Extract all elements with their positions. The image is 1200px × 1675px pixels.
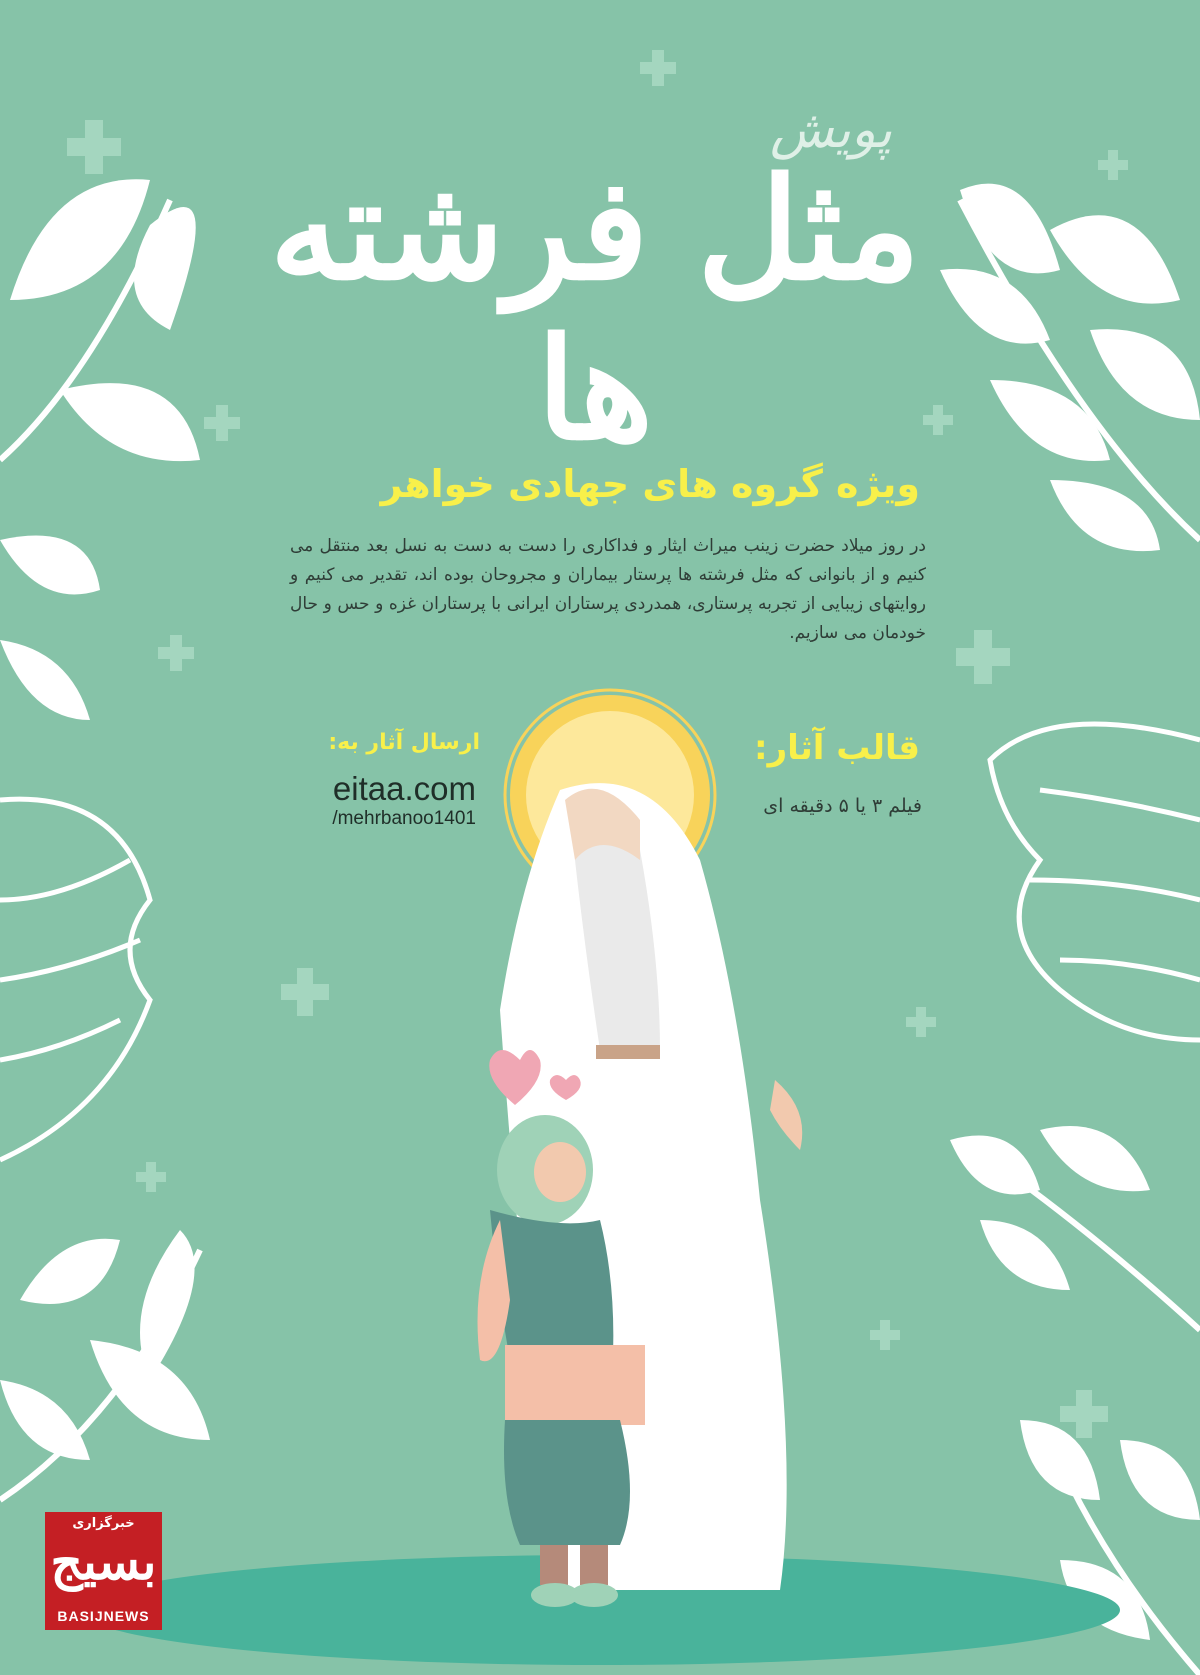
- right-leaf-branch: [940, 184, 1200, 552]
- logo-small-text: خبرگزاری: [72, 1516, 135, 1531]
- plus-icon: [281, 968, 329, 1016]
- poster-subtitle: ویژه گروه های جهادی خواهر: [380, 462, 920, 506]
- left-outline-leaf: [0, 799, 150, 1160]
- plus-icon: [158, 635, 194, 671]
- left-bottom-leaves: [0, 1230, 210, 1500]
- plus-icon: [870, 1320, 900, 1350]
- plus-icon: [640, 50, 676, 86]
- format-value: فیلم ۳ یا ۵ دقیقه ای: [763, 795, 922, 817]
- basij-news-logo: [45, 1512, 162, 1630]
- submission-path: /mehrbanoo1401: [332, 808, 476, 829]
- submission-domain: eitaa.com: [332, 770, 476, 807]
- plus-icon: [906, 1007, 936, 1037]
- plus-icon: [1060, 1390, 1108, 1438]
- format-label: قالب آثار:: [754, 728, 920, 768]
- plus-icon: [1098, 150, 1128, 180]
- submission-label: ارسال آثار به:: [328, 730, 480, 755]
- logo-main-text: بسیج: [50, 1532, 157, 1591]
- campaign-label: پویش: [770, 100, 893, 160]
- logo-english-text: BASIJNEWS: [57, 1608, 150, 1624]
- plus-icon: [136, 1162, 166, 1192]
- plus-icon: [67, 120, 121, 174]
- poster-title: مثل فرشته ها: [269, 148, 921, 472]
- right-middle-leaves: [950, 1126, 1200, 1330]
- plus-icon: [956, 630, 1010, 684]
- right-outline-leaf: [990, 724, 1200, 1040]
- description-paragraph: در روز میلاد حضرت زینب میراث ایثار و فداکاری را دست به دست به نسل بعد منتقل می کنیم و از بانوانی که مثل فرشته ها پرستار بیماران و مجروحان بوده اند، تقدیر می کنیم و روایتهای زیبایی از تجربه پرستاری، همدردی پرستاران ایرانی با پرستاران غزه و حس و حال خودمان می سازیم.: [290, 536, 926, 643]
- plus-icon: [204, 405, 240, 441]
